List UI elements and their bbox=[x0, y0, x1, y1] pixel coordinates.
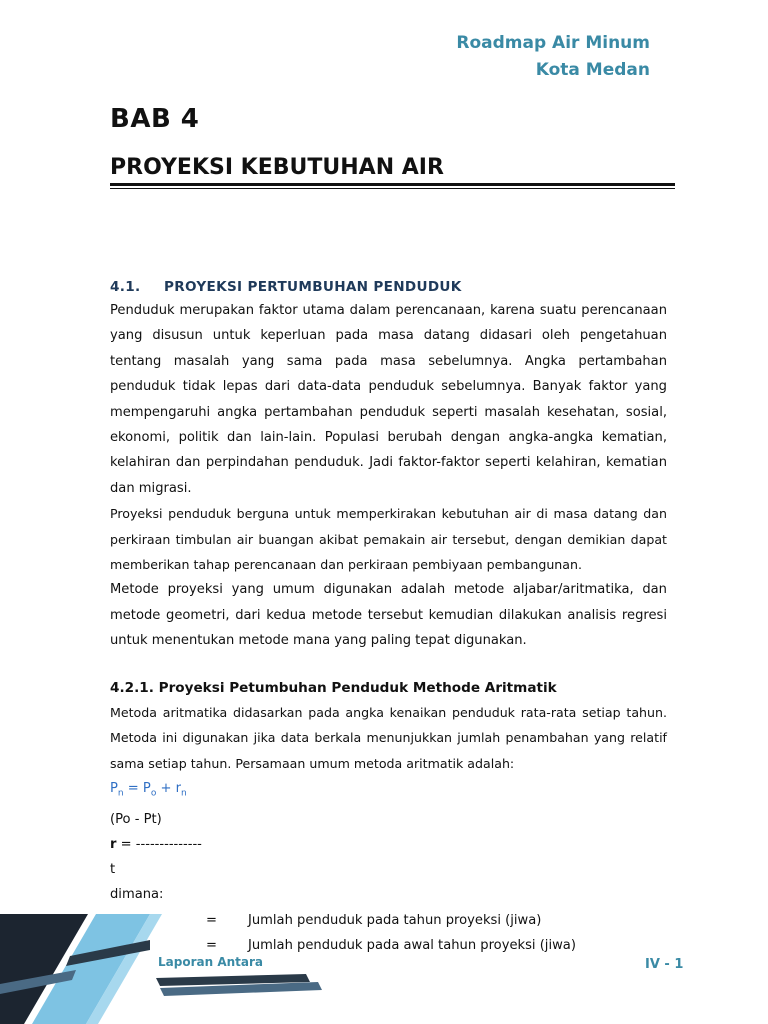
paragraph-aritmatik: Metoda aritmatika didasarkan pada angka kenaikan penduduk rata-rata setiap tahun. Metoda ini digunakan jika data berkala menunjukkan jumlah penambahan yang relatif sama setiap tahun. Persamaan umum metoda aritmatik adalah: bbox=[110, 704, 667, 771]
title-rule-thin bbox=[110, 188, 675, 189]
chapter-title: PROYEKSI KEBUTUHAN AIR bbox=[110, 155, 444, 180]
formula-numerator: (Po - Pt) bbox=[110, 811, 162, 827]
formula-r: r = -------------- bbox=[110, 836, 202, 852]
document-header bbox=[456, 30, 650, 84]
definition-text: Jumlah penduduk pada awal tahun proyeksi (jiwa) bbox=[248, 937, 576, 953]
spacer bbox=[110, 654, 667, 676]
section-title: PROYEKSI PERTUMBUHAN PENDUDUK bbox=[164, 279, 462, 295]
page-number: IV - 1 bbox=[645, 957, 684, 972]
subsection-heading-4-2-1: 4.2.1. Proyeksi Petumbuhan Penduduk Methode Aritmatik bbox=[110, 679, 557, 696]
formula-denominator: t bbox=[110, 862, 116, 878]
dimana-label: dimana: bbox=[110, 887, 164, 903]
header-line-1: Roadmap Air Minum bbox=[456, 33, 650, 53]
definition-equals: = bbox=[206, 912, 217, 928]
page-body bbox=[110, 276, 667, 958]
paragraph-1: Penduduk merupakan faktor utama dalam perencanaan, karena suatu perencanaan yang disusun untuk keperluan pada masa datang didasari oleh pengetahuan tentang masalah yang sama pada masa sebelumnya. Angka pertambahan penduduk tidak lepas dari data-data penduduk sebelumnya. Banyak faktor yang mempengaruhi angka pertambahan penduduk seperti masalah kesehatan, sosial, ekonomi, politik dan lain-lain. Populasi berubah dengan angka-angka kematian, kelahiran dan perpindahan penduduk. Jadi faktor-faktor seperti kelahiran, kematian dan migrasi. bbox=[110, 303, 667, 496]
definition-equals: = bbox=[206, 937, 217, 953]
formula-pn: $P_n = P_o + r_n$ bbox=[110, 780, 187, 799]
footer-report-label: Laporan Antara bbox=[158, 955, 263, 969]
section-number: 4.1. bbox=[110, 279, 141, 295]
title-rule-thick bbox=[110, 183, 675, 186]
chapter-number: BAB 4 bbox=[110, 104, 200, 134]
definition-text: Jumlah penduduk pada tahun proyeksi (jiwa) bbox=[248, 912, 542, 928]
paragraph-2: Proyeksi penduduk berguna untuk memperkirakan kebutuhan air di masa datang dan perkiraan timbulan air buangan akibat pemakain air tersebut, dengan demikian dapat memberikan tahap perencanaan dan perkiraan pembiyaan pembangunan. bbox=[110, 506, 667, 573]
section-heading-4-1 bbox=[110, 276, 667, 298]
header-line-2: Kota Medan bbox=[535, 60, 650, 80]
paragraph-3: Metode proyeksi yang umum digunakan adalah metode aljabar/aritmatika, dan metode geometri, dari kedua metode tersebut kemudian dilakukan analisis regresi untuk menentukan metode mana yang paling tepat digunakan. bbox=[110, 582, 667, 649]
